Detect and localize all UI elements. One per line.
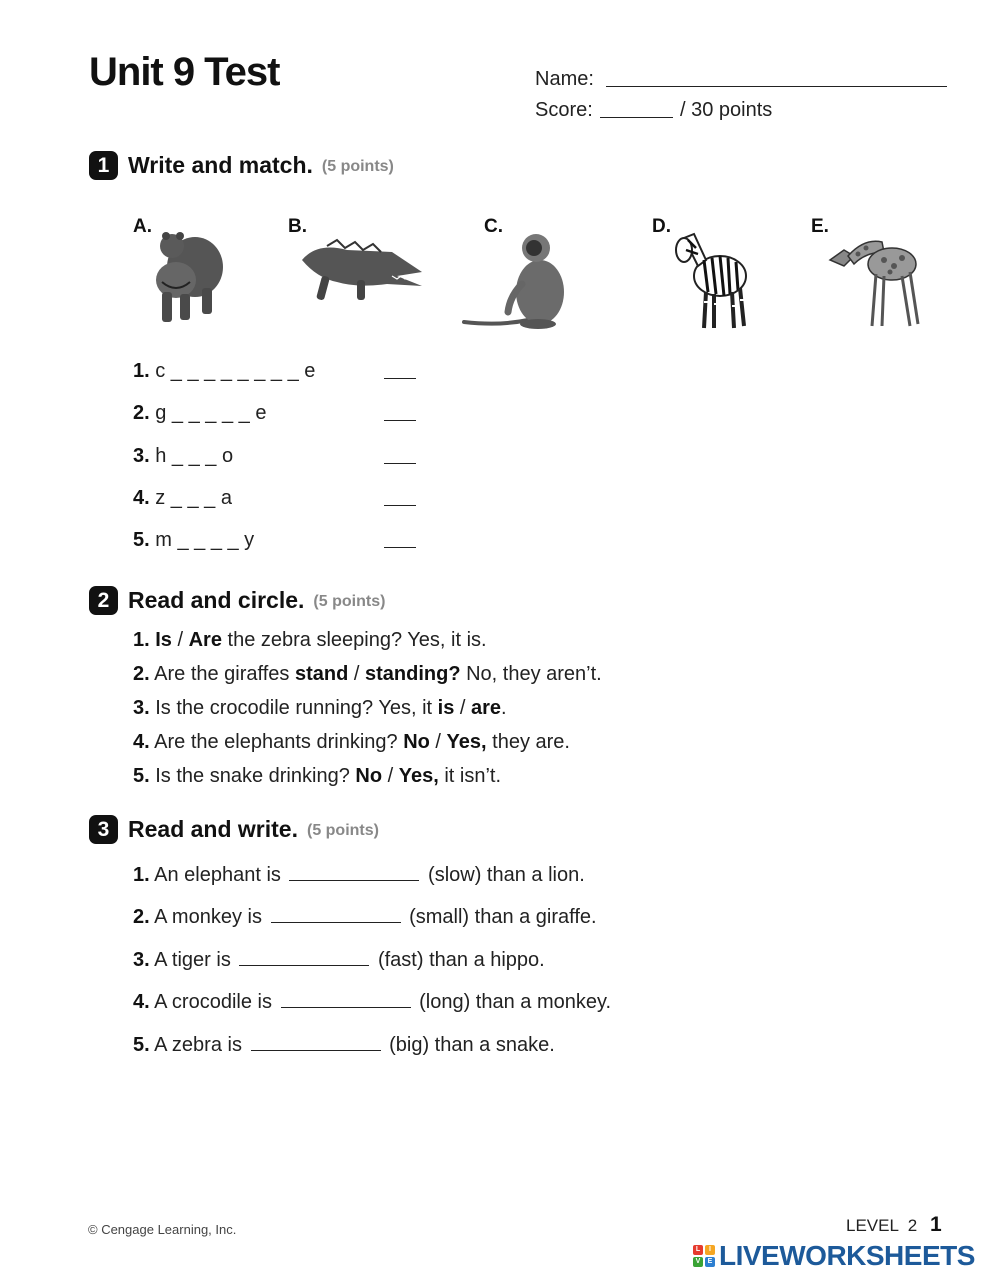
title-unit: Unit 9	[89, 50, 195, 94]
section-3-badge: 3	[89, 815, 118, 844]
circle-option[interactable]: standing?	[364, 663, 461, 685]
liveworksheets-logo[interactable]	[693, 1240, 975, 1272]
circle-option[interactable]: Yes,	[446, 731, 487, 753]
section-1-header	[89, 151, 394, 180]
circle-option[interactable]: is	[437, 697, 455, 719]
write-item-4: 4. A crocodile is (long) than a monkey.	[133, 991, 612, 1013]
match-answer-1[interactable]	[384, 377, 416, 379]
score-input-line[interactable]	[600, 117, 673, 118]
giraffe-icon	[824, 230, 924, 330]
title-test: Test	[204, 50, 280, 94]
animal-label-a: A.	[133, 216, 152, 237]
circle-option[interactable]: are	[471, 697, 502, 719]
score-field-row	[535, 99, 593, 122]
match-answer-2[interactable]	[384, 419, 416, 421]
circle-item-1: 1. Is / Are the zebra sleeping? Yes, it is.	[133, 629, 487, 651]
section-1-points: (5 points)	[321, 158, 394, 175]
animal-label-e: E.	[811, 216, 829, 237]
write-item-3: 3. A tiger is (fast) than a hippo.	[133, 949, 545, 971]
section-2-title: Read and circle.	[128, 587, 305, 613]
hippo-icon	[150, 222, 230, 326]
name-field-row	[535, 68, 594, 91]
circle-item-5: 5. Is the snake drinking? No / Yes, it isn’t.	[133, 765, 502, 787]
write-answer-1[interactable]	[289, 866, 419, 881]
match-item-5: 5. m _ _ _ _ y	[133, 529, 255, 551]
circle-item-4: 4. Are the elephants drinking? No / Yes, they are.	[133, 731, 570, 753]
animal-label-d: D.	[652, 216, 671, 237]
page-title	[89, 50, 279, 95]
match-item-3: 3. h _ _ _ o	[133, 445, 234, 467]
page-number: 1	[930, 1213, 942, 1236]
circle-option[interactable]: Is	[155, 629, 172, 651]
name-label: Name:	[535, 68, 594, 90]
write-answer-4[interactable]	[281, 993, 411, 1008]
match-answer-5[interactable]	[384, 546, 416, 548]
circle-item-3: 3. Is the crocodile running? Yes, it is / are.	[133, 697, 507, 719]
circle-option[interactable]: No	[403, 731, 430, 753]
animal-label-b: B.	[288, 216, 307, 237]
score-label: Score:	[535, 99, 593, 121]
section-3-title: Read and write.	[128, 816, 298, 842]
match-answer-4[interactable]	[384, 504, 416, 506]
circle-item-2: 2. Are the giraffes stand / standing? No, they aren’t.	[133, 663, 602, 685]
write-answer-3[interactable]	[239, 951, 369, 966]
match-item-2: 2. g _ _ _ _ _ e	[133, 402, 267, 424]
score-total: / 30 points	[680, 99, 773, 121]
copyright: © Cengage Learning, Inc.	[88, 1222, 237, 1237]
animal-label-c: C.	[484, 216, 503, 237]
zebra-icon	[672, 226, 754, 332]
circle-option[interactable]: No	[355, 765, 383, 787]
match-item-4: 4. z _ _ _ a	[133, 487, 232, 509]
circle-option[interactable]: Are	[188, 629, 222, 651]
section-1-title: Write and match.	[128, 152, 313, 178]
level-label: LEVEL 2	[846, 1216, 918, 1235]
circle-option[interactable]: Yes,	[398, 765, 439, 787]
name-input-line[interactable]	[606, 86, 947, 87]
match-answer-3[interactable]	[384, 462, 416, 464]
section-3-header	[89, 815, 379, 844]
liveworksheets-brand: LIVEWORKSHEETS	[719, 1240, 975, 1271]
write-item-1: 1. An elephant is (slow) than a lion.	[133, 864, 585, 886]
write-item-2: 2. A monkey is (small) than a giraffe.	[133, 906, 597, 928]
section-2-header	[89, 586, 385, 615]
match-item-1: 1. c _ _ _ _ _ _ _ _ e	[133, 360, 316, 382]
crocodile-icon	[297, 232, 427, 308]
monkey-icon	[460, 226, 572, 330]
write-answer-5[interactable]	[251, 1036, 381, 1051]
section-1-badge: 1	[89, 151, 118, 180]
liveworksheets-logo-icon: L I V E	[693, 1245, 715, 1267]
section-2-badge: 2	[89, 586, 118, 615]
section-3-points: (5 points)	[306, 822, 379, 839]
circle-option[interactable]: stand	[294, 663, 349, 685]
write-answer-2[interactable]	[271, 908, 401, 923]
section-2-points: (5 points)	[313, 593, 386, 610]
write-item-5: 5. A zebra is (big) than a snake.	[133, 1034, 555, 1056]
